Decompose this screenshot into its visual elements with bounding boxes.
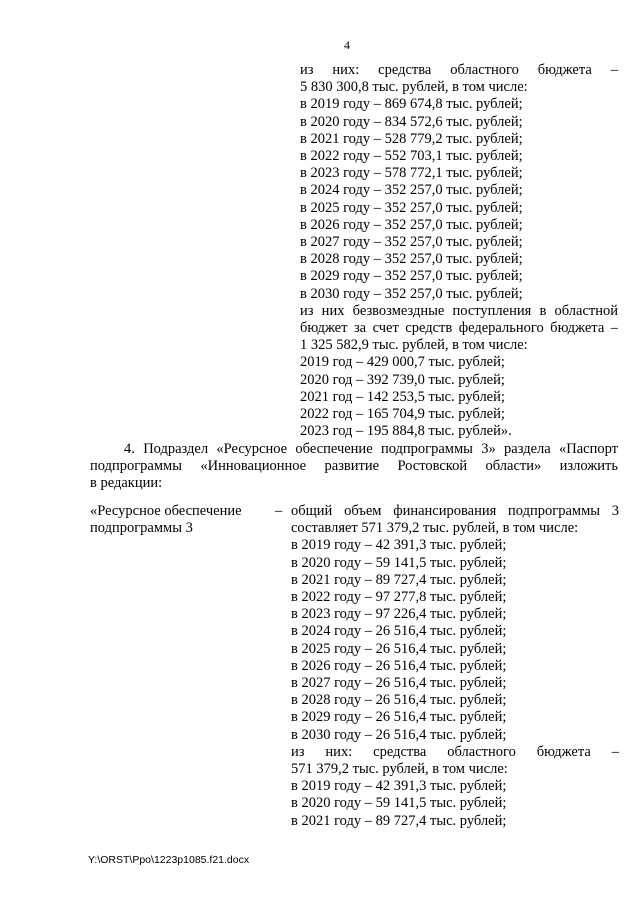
text-line: составляет 571 379,2 тыс. рублей, в том числе: — [291, 520, 579, 537]
text-line: в 2025 году – 352 257,0 тыс. рублей; — [300, 199, 523, 216]
text-line: из них безвозмездные поступления в областной — [300, 302, 618, 319]
text-line: общий объем финансирования подпрограммы 3 — [291, 503, 619, 519]
section-paragraph — [90, 441, 618, 493]
text-line: в 2019 году – 42 391,3 тыс. рублей; — [291, 537, 507, 554]
text-line: в 2027 году – 26 516,4 тыс. рублей; — [291, 675, 507, 692]
resource-label — [90, 503, 260, 537]
text-line: в 2027 году – 352 257,0 тыс. рублей; — [300, 234, 523, 251]
file-path-footer: Y:\ORST\Ppo\1223p1085.f21.docx — [88, 854, 250, 866]
text-line: в 2022 году – 97 277,8 тыс. рублей; — [291, 589, 507, 606]
text-line: в 2020 году – 59 141,5 тыс. рублей; — [291, 554, 507, 571]
text-line: в 2025 году – 26 516,4 тыс. рублей; — [291, 640, 507, 657]
text-line: в 2026 году – 352 257,0 тыс. рублей; — [300, 216, 523, 233]
text-line: в 2022 году – 552 703,1 тыс. рублей; — [300, 148, 523, 165]
text-line: бюджет за счет средств федерального бюджета – — [300, 320, 618, 337]
paragraph-line: в редакции: — [90, 475, 163, 492]
text-line: 2022 год – 165 704,9 тыс. рублей; — [300, 406, 505, 423]
text-line: в 2021 году – 89 727,4 тыс. рублей; — [291, 571, 507, 588]
text-line: 2021 год – 142 253,5 тыс. рублей; — [300, 388, 505, 405]
text-line: 2023 год – 195 884,8 тыс. рублей». — [300, 423, 512, 440]
text-line: 5 830 300,8 тыс. рублей, в том числе: — [300, 79, 528, 96]
text-line: в 2020 году – 59 141,5 тыс. рублей; — [291, 795, 507, 812]
resource-financing-details — [291, 503, 619, 830]
text-line: в 2020 году – 834 572,6 тыс. рублей; — [300, 113, 523, 130]
text-line: в 2019 году – 869 674,8 тыс. рублей; — [300, 96, 523, 113]
text-line: в 2028 году – 352 257,0 тыс. рублей; — [300, 251, 523, 268]
text-line: в 2029 году – 352 257,0 тыс. рублей; — [300, 268, 523, 285]
text-line: в 2021 году – 89 727,4 тыс. рублей; — [291, 812, 507, 829]
text-line: из них: средства областного бюджета – — [291, 743, 619, 760]
text-line: в 2023 году – 97 226,4 тыс. рублей; — [291, 606, 507, 623]
label-line: «Ресурсное обеспечение — [90, 503, 242, 519]
text-line: 2019 год – 429 000,7 тыс. рублей; — [300, 354, 505, 371]
text-line: в 2030 году – 352 257,0 тыс. рублей; — [300, 285, 523, 302]
page-number: 4 — [344, 38, 350, 52]
text-line: в 2028 году – 26 516,4 тыс. рублей; — [291, 692, 507, 709]
paragraph-line: подпрограммы «Инновационное развитие Ростовской области» изложить — [90, 458, 618, 475]
paragraph-line: 4. Подраздел «Ресурсное обеспечение подпрограммы 3» раздела «Паспорт — [124, 441, 618, 457]
text-line: 2020 год – 392 739,0 тыс. рублей; — [300, 371, 505, 388]
text-line: в 2019 году – 42 391,3 тыс. рублей; — [291, 778, 507, 795]
separator-dash: – — [275, 503, 283, 519]
text-line: 571 379,2 тыс. рублей, в том числе: — [291, 761, 508, 778]
text-line: в 2023 году – 578 772,1 тыс. рублей; — [300, 165, 523, 182]
label-line: подпрограммы 3 — [90, 520, 193, 537]
text-line: в 2024 году – 26 516,4 тыс. рублей; — [291, 623, 507, 640]
text-line: из них: средства областного бюджета – — [300, 62, 618, 78]
text-line: в 2024 году – 352 257,0 тыс. рублей; — [300, 182, 523, 199]
text-line: в 2021 году – 528 779,2 тыс. рублей; — [300, 130, 523, 147]
text-line: 1 325 582,9 тыс. рублей, в том числе: — [300, 337, 528, 354]
text-line: в 2030 году – 26 516,4 тыс. рублей; — [291, 726, 507, 743]
text-line: в 2026 году – 26 516,4 тыс. рублей; — [291, 657, 507, 674]
text-line: в 2029 году – 26 516,4 тыс. рублей; — [291, 709, 507, 726]
budget-breakdown-continued — [300, 62, 618, 440]
